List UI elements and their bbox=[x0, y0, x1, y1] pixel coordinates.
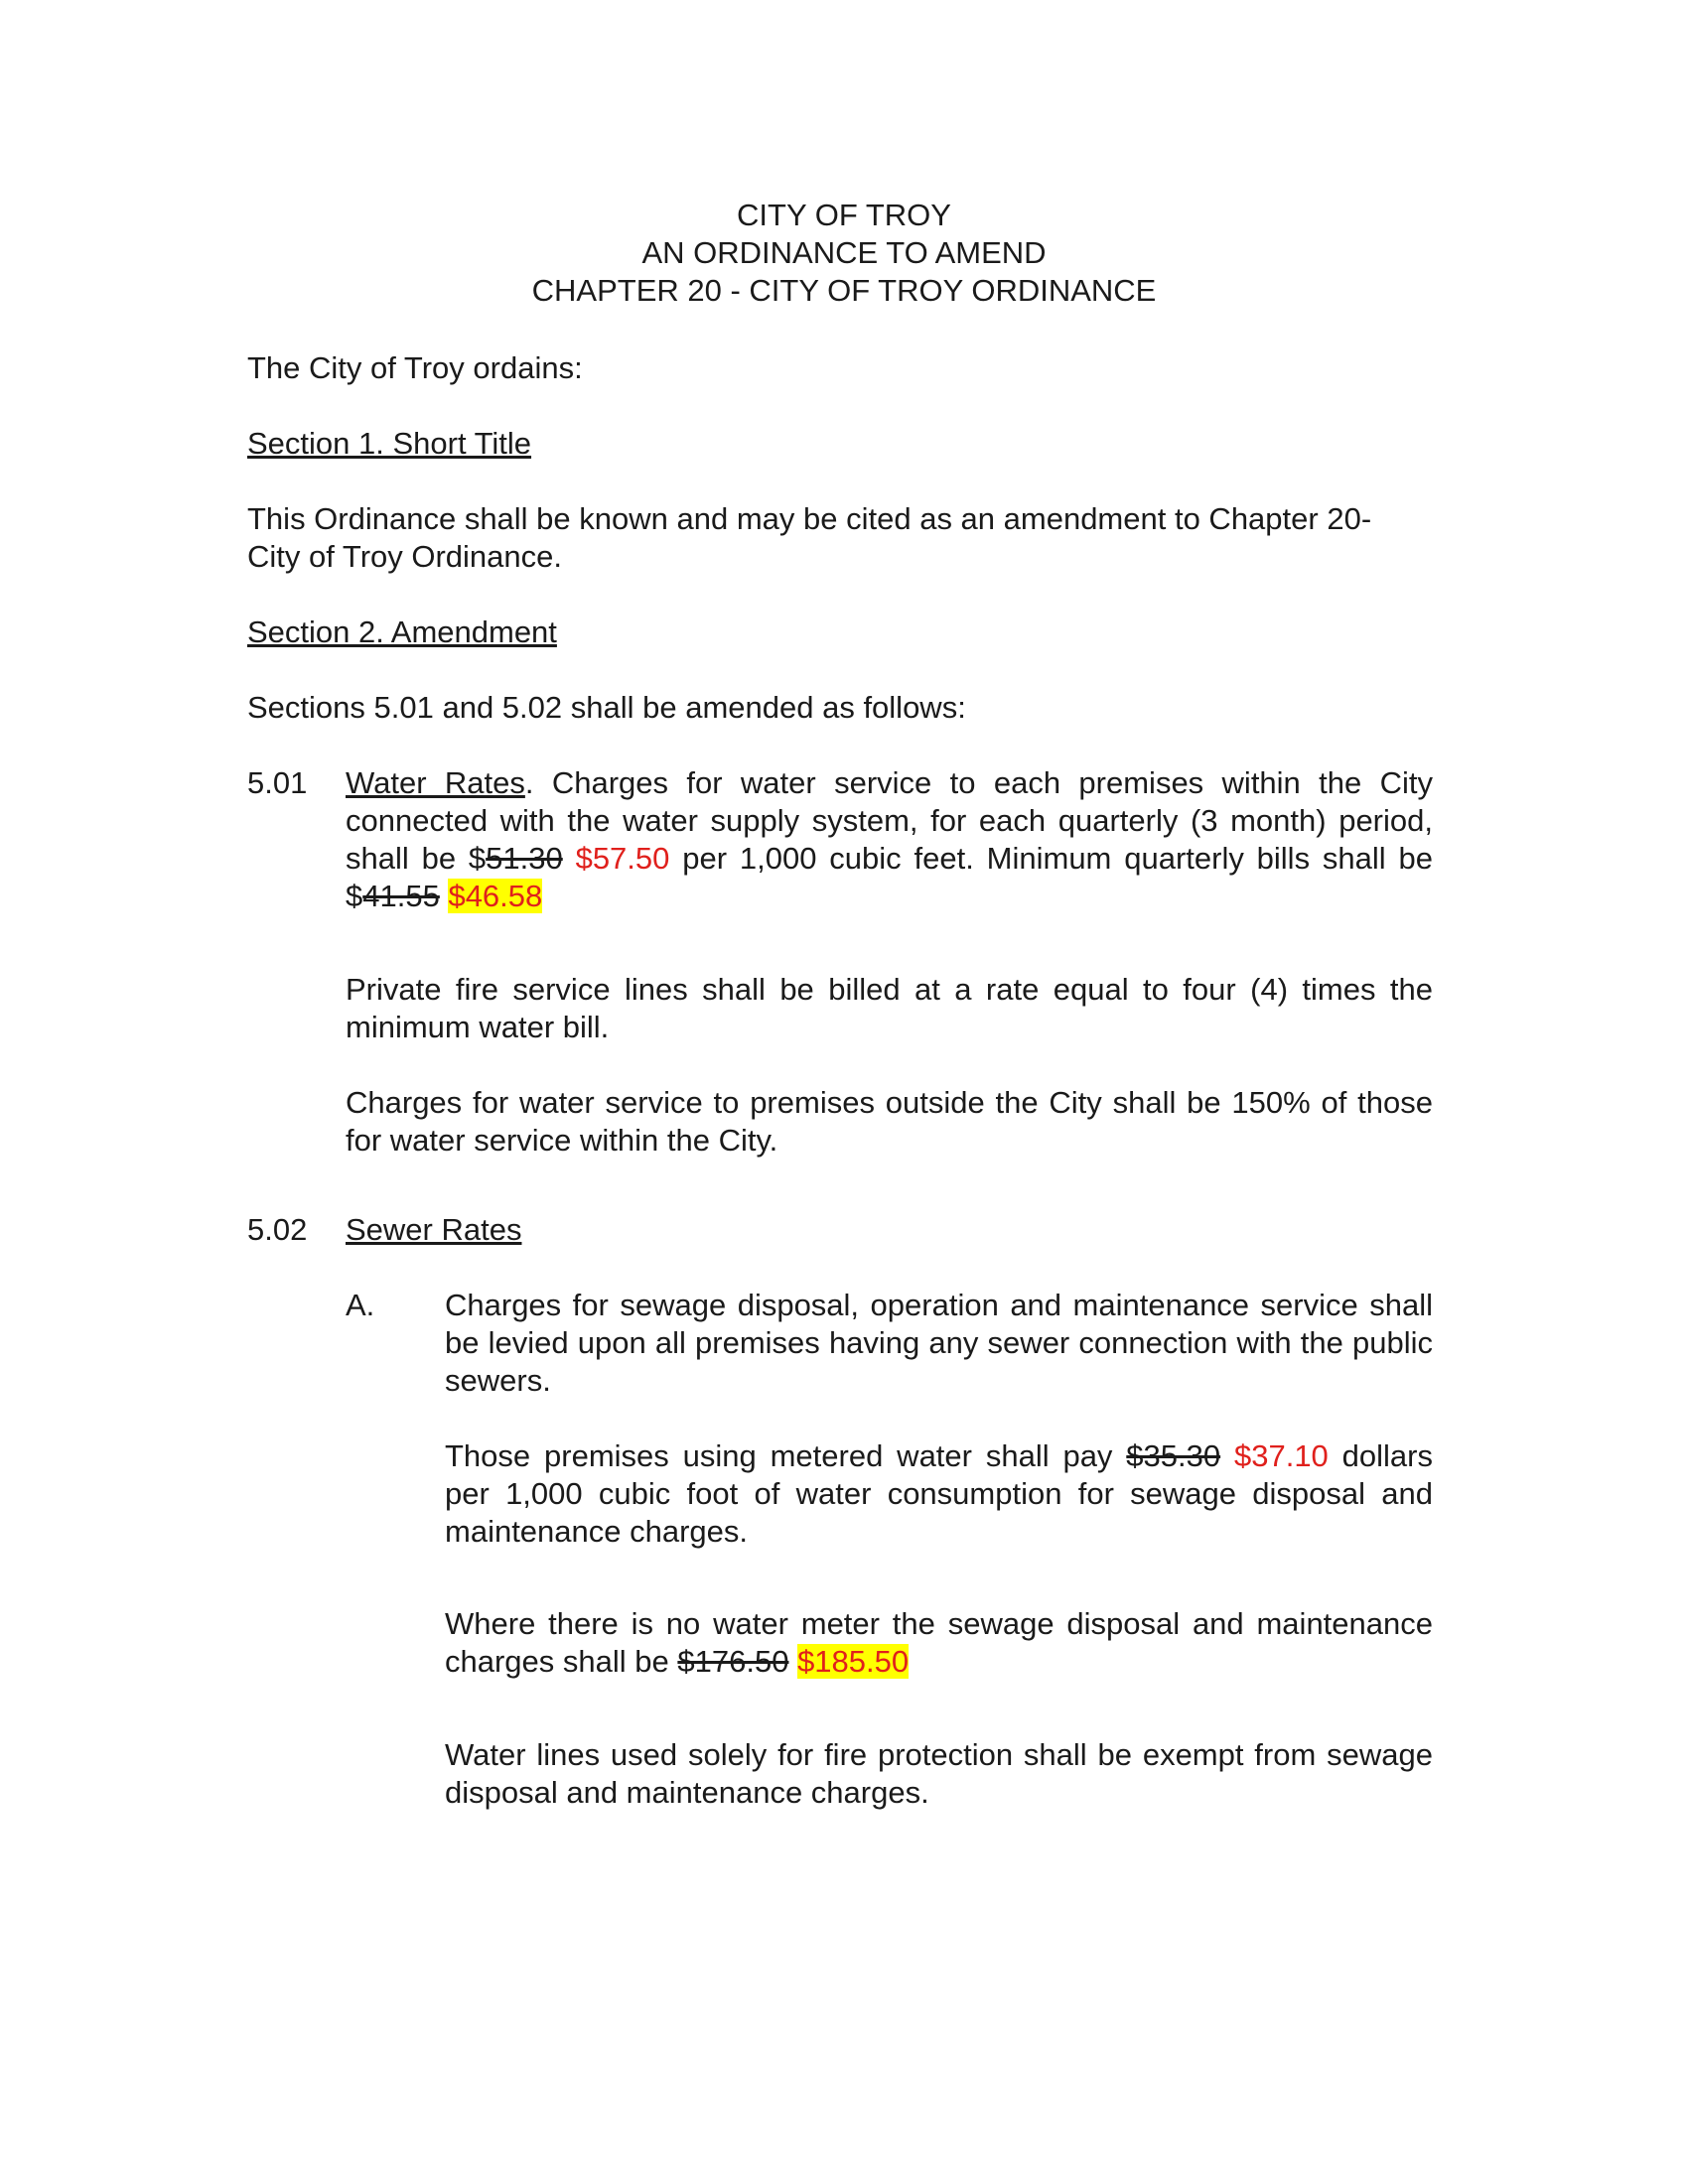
no-meter-text: Where there is no water meter the sewage disposal and maintenance charges shall be bbox=[445, 1606, 1433, 1679]
section-502-number: 5.02 bbox=[247, 1212, 308, 1247]
new-metered-rate: $37.10 bbox=[1233, 1438, 1329, 1473]
intro-text: The City of Troy ordains: bbox=[247, 350, 583, 385]
document-header bbox=[0, 197, 1688, 310]
section-501-text-a: . Charges for water service to each premises within the City connected with the water supply system, for each quarterly (3 month) period, shall be $ bbox=[346, 765, 1434, 876]
item-a-label: A. bbox=[346, 1288, 375, 1322]
outside-city-paragraph: Charges for water service to premises outside the City shall be 150% of those for water service within the City. bbox=[346, 1085, 1433, 1158]
old-metered-rate: $35.30 bbox=[1126, 1438, 1221, 1473]
header-chapter: CHAPTER 20 - CITY OF TROY ORDINANCE bbox=[531, 273, 1157, 308]
no-meter-paragraph bbox=[445, 1605, 1433, 1681]
sewer-charges-paragraph: Charges for sewage disposal, operation and maintenance service shall be levied upon all premises having any sewer connection with the public sewers. bbox=[445, 1288, 1433, 1398]
metered-text-a: Those premises using metered water shall pay bbox=[445, 1438, 1127, 1473]
old-water-rate: 51.30 bbox=[486, 841, 563, 876]
section-501-text-b: per 1,000 cubic feet. Minimum quarterly bills shall be $ bbox=[346, 841, 1433, 913]
section1-line1: This Ordinance shall be known and may be cited as an amendment to Chapter 20- bbox=[247, 501, 1372, 536]
section-501-title: Water Rates bbox=[346, 765, 525, 800]
fire-service-paragraph: Private fire service lines shall be billed at a rate equal to four (4) times the minimum water bill. bbox=[346, 972, 1433, 1044]
section-501-number: 5.01 bbox=[247, 765, 308, 800]
header-ordinance: AN ORDINANCE TO AMEND bbox=[641, 235, 1047, 270]
section2-heading: Section 2. Amendment bbox=[247, 614, 557, 649]
header-city: CITY OF TROY bbox=[737, 198, 951, 232]
section2-text: Sections 5.01 and 5.02 shall be amended as follows: bbox=[247, 690, 966, 725]
section-502-title: Sewer Rates bbox=[346, 1212, 522, 1247]
section1-text bbox=[247, 500, 1433, 576]
new-water-rate: $57.50 bbox=[575, 841, 670, 876]
new-minimum-bill: $46.58 bbox=[448, 879, 543, 913]
fire-protection-exemption-paragraph: Water lines used solely for fire protection shall be exempt from sewage disposal and maintenance charges. bbox=[445, 1737, 1433, 1810]
new-flat-charge: $185.50 bbox=[797, 1644, 910, 1679]
metered-text-b: dollars per 1,000 cubic foot of water consumption for sewage disposal and maintenance charges. bbox=[445, 1438, 1433, 1549]
section1-heading: Section 1. Short Title bbox=[247, 426, 532, 461]
metered-water-paragraph bbox=[445, 1437, 1433, 1551]
section1-line2: City of Troy Ordinance. bbox=[247, 539, 563, 574]
old-flat-charge: $176.50 bbox=[677, 1644, 789, 1679]
old-minimum-bill: 41.55 bbox=[362, 879, 440, 913]
section-501-paragraph bbox=[346, 764, 1433, 915]
